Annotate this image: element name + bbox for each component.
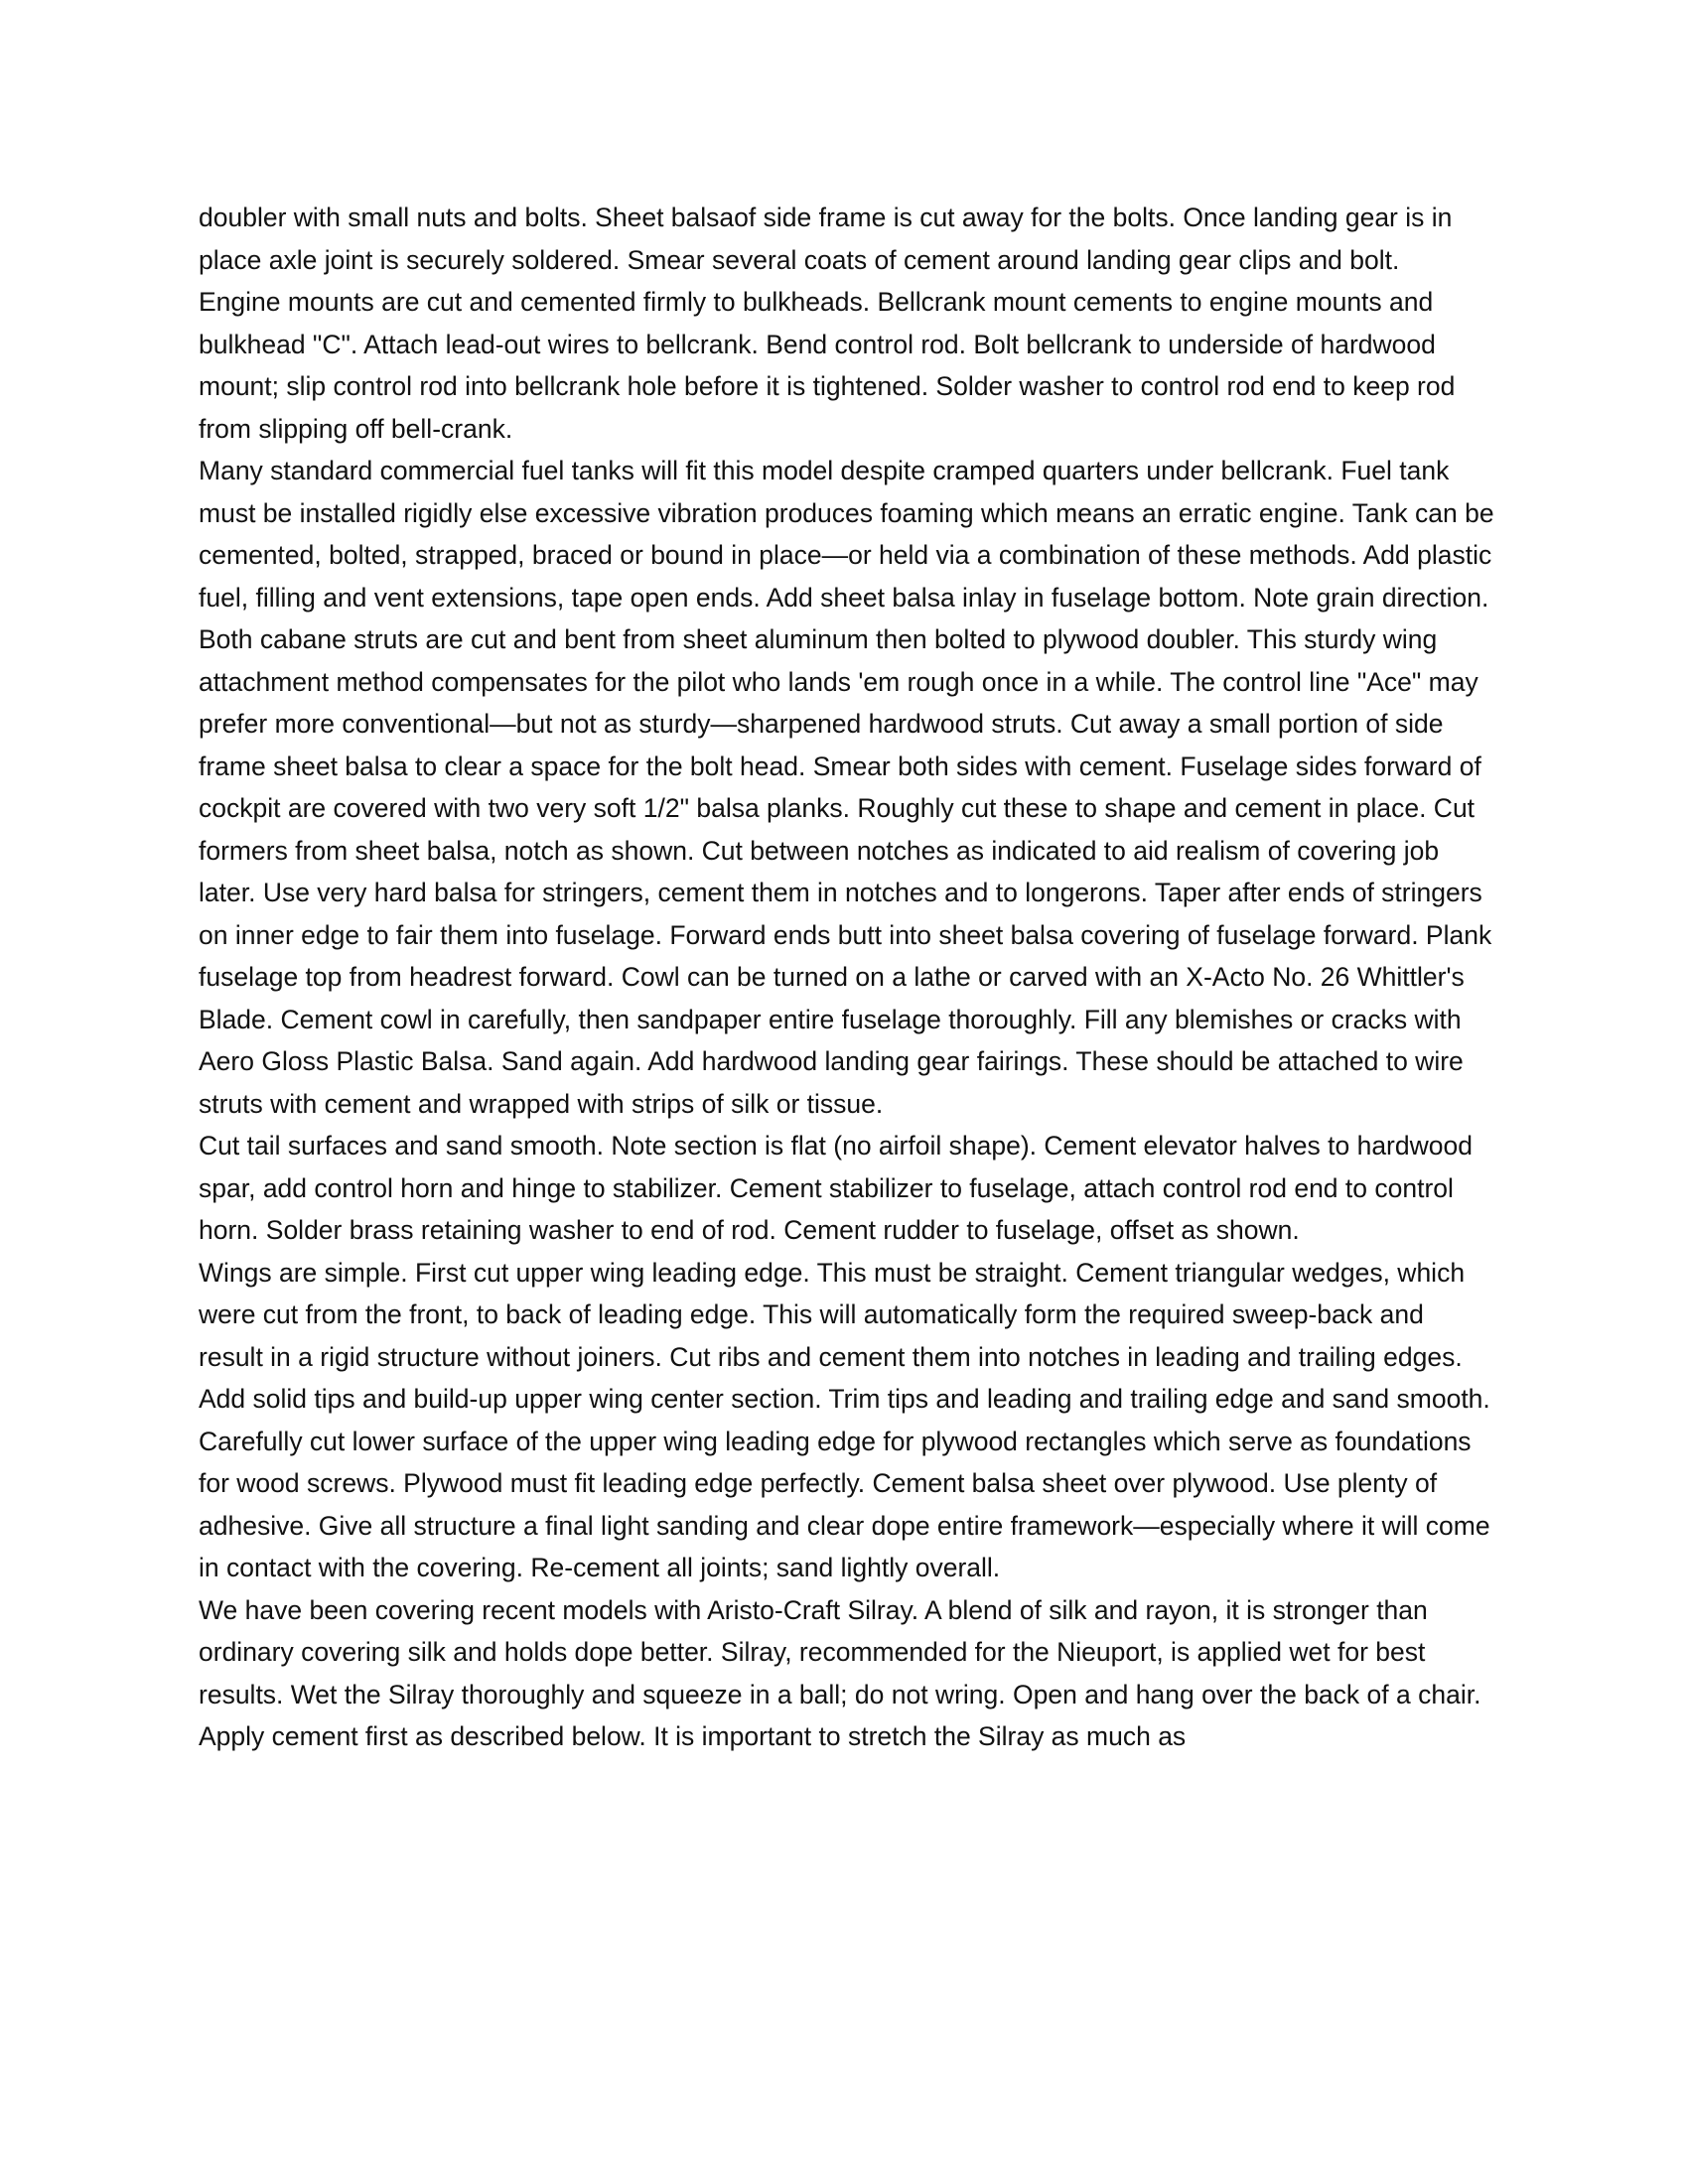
body-text <box>199 197 1494 1758</box>
paragraph-wings: Wings are simple. First cut upper wing leading edge. This must be straight. Cement triangular wedges, which were cut from the front, to back of leading edge. This will automatically form the required sweep-back and result in a rigid structure without joiners. Cut ribs and cement them into notches in leading and trailing edges. Add solid tips and build-up upper wing center section. Trim tips and leading and trailing edge and sand smooth. Carefully cut lower surface of the upper wing leading edge for plywood rectangles which serve as foundations for wood screws. Plywood must fit leading edge perfectly. Cement balsa sheet over plywood. Use plenty of adhesive. Give all structure a final light sanding and clear dope entire framework—especially where it will come in contact with the covering. Re-cement all joints; sand lightly overall. <box>199 1257 1490 1582</box>
paragraph-tail-surfaces: Cut tail surfaces and sand smooth. Note section is flat (no airfoil shape). Cement elevator halves to hardwood spar, add control horn and hinge to stabilizer. Cement stabilizer to fuselage, attach control rod end to control horn. Solder brass retaining washer to end of rod. Cement rudder to fuselage, offset as shown. <box>199 1131 1473 1245</box>
paragraph-engine-mounts: Engine mounts are cut and cemented firmly to bulkheads. Bellcrank mount cements to engine mounts and bulkhead "C". Attach lead-out wires to bellcrank. Bend control rod. Bolt bellcrank to underside of hardwood mount; slip control rod into bellcrank hole before it is tightened. Solder washer to control rod end to keep rod from slipping off bell-crank. <box>199 287 1456 444</box>
paragraph-landing-gear: doubler with small nuts and bolts. Sheet balsaof side frame is cut away for the bolts. Once landing gear is in place axle joint is securely soldered. Smear several coats of cement around landing gear clips and bolt. <box>199 203 1453 275</box>
paragraph-covering: We have been covering recent models with Aristo-Craft Silray. A blend of silk and rayon, it is stronger than ordinary covering silk and holds dope better. Silray, recommended for the Nieuport, is applied wet for best results. Wet the Silray thoroughly and squeeze in a ball; do not wring. Open and hang over the back of a chair. Apply cement first as described below. It is important to stretch the Silray as much as <box>199 1594 1481 1751</box>
paragraph-cabane-struts: Both cabane struts are cut and bent from sheet aluminum then bolted to plywood doubler. This sturdy wing attachment method compensates for the pilot who lands 'em rough once in a while. The control line "Ace" may prefer more conventional—but not as sturdy—sharpened hardwood struts. Cut away a small portion of side frame sheet balsa to clear a space for the bolt head. Smear both sides with cement. Fuselage sides forward of cockpit are covered with two very soft 1/2" balsa planks. Roughly cut these to shape and cement in place. Cut formers from sheet balsa, notch as shown. Cut between notches as indicated to aid realism of covering job later. Use very hard balsa for stringers, cement them in notches and to longerons. Taper after ends of stringers on inner edge to fair them into fuselage. Forward ends butt into sheet balsa covering of fuselage forward. Plank fuselage top from headrest forward. Cowl can be turned on a lathe or carved with an X-Acto No. 26 Whittler's Blade. Cement cowl in carefully, then sandpaper entire fuselage thoroughly. Fill any blemishes or cracks with Aero Gloss Plastic Balsa. Sand again. Add hardwood landing gear fairings. These should be attached to wire struts with cement and wrapped with strips of silk or tissue. <box>199 624 1492 1119</box>
paragraph-fuel-tank: Many standard commercial fuel tanks will fit this model despite cramped quarters under bellcrank. Fuel tank must be installed rigidly else excessive vibration produces foaming which means an erratic engine. Tank can be cemented, bolted, strapped, braced or bound in place—or held via a combination of these methods. Add plastic fuel, filling and vent extensions, tape open ends. Add sheet balsa inlay in fuselage bottom. Note grain direction. <box>199 456 1494 613</box>
